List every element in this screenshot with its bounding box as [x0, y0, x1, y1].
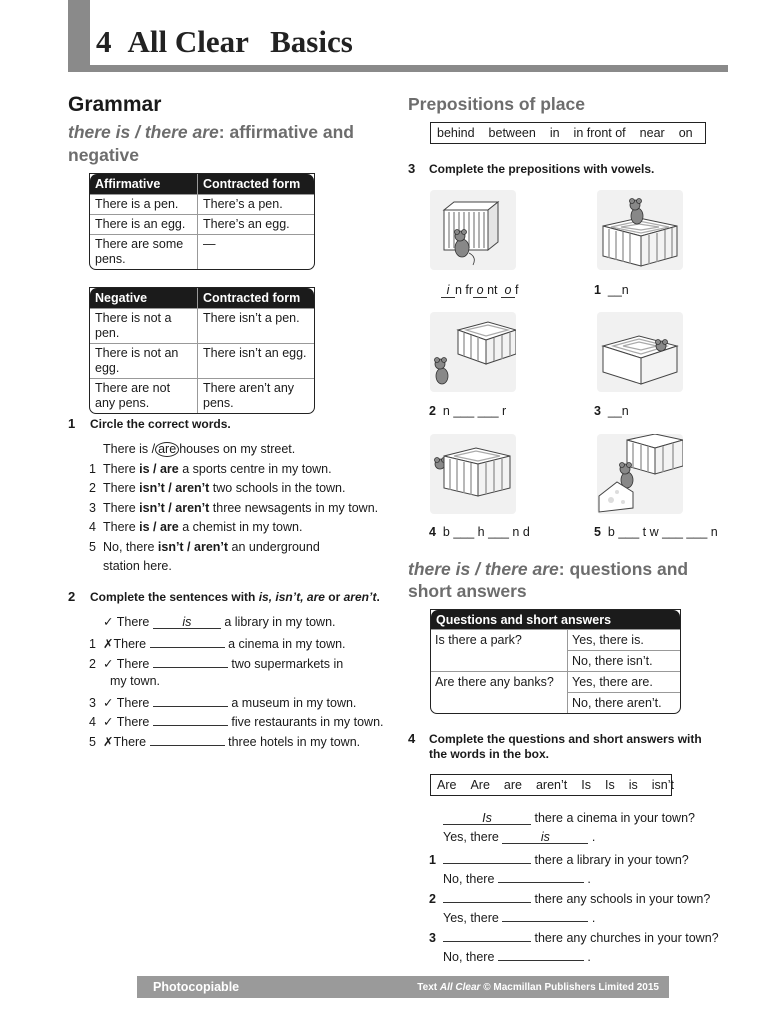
circled-answer: are — [155, 442, 179, 457]
answer-blank[interactable] — [443, 850, 531, 864]
table-cell: There are not any pens. — [90, 378, 197, 413]
exercise-4-example-answer: Yes, there is . — [443, 830, 596, 844]
word-chip: isn’t — [651, 778, 674, 792]
answer-blank: is — [153, 615, 221, 629]
exercise-4-word-box — [430, 774, 672, 796]
word-chip: are — [503, 778, 522, 792]
table-row — [431, 629, 680, 650]
exercise-3-number: 3 — [408, 161, 416, 176]
header-rule — [90, 65, 728, 72]
choice-words[interactable]: isn’t / aren’t — [139, 501, 210, 515]
exercise-2-item: 5 ✗There three hotels in my town. — [89, 732, 360, 750]
unit-number: 4 — [96, 24, 112, 59]
exercise-4-item-answer: No, there . — [443, 947, 591, 965]
word-chip: near — [639, 126, 665, 140]
word-chip: Are — [437, 778, 457, 792]
table-cell: There is a pen. — [90, 194, 197, 214]
choice-words[interactable]: is / are — [139, 520, 179, 534]
box-mouse-picture-in-front — [430, 190, 516, 270]
exercise-4-item-answer: Yes, there . — [443, 908, 595, 926]
exercise-2-item-continued: my town. — [110, 674, 161, 688]
box-illustration — [430, 434, 516, 514]
prep-label-5: 5 b ___ t w ___ ___ n — [594, 525, 718, 539]
section-title: Basics — [270, 24, 353, 59]
exercise-2-item: 2 ✓ There two supermarkets in — [89, 654, 343, 672]
word-chip: aren’t — [535, 778, 568, 792]
questions-heading: there is / there are: questions and short answers — [408, 559, 689, 601]
word-chip: Is — [605, 778, 615, 792]
subheading-italic: there is / there are — [68, 122, 219, 142]
exercise-1-item: 3 There isn’t / aren’t three newsagents in my town. — [89, 501, 379, 515]
page-title — [96, 24, 353, 60]
table-cell: There isn’t a pen. — [197, 308, 314, 343]
answer-blank[interactable] — [150, 732, 225, 746]
exercise-2-item: 3 ✓ There a museum in my town. — [89, 693, 356, 711]
word-chip: Are — [470, 778, 490, 792]
table-row — [431, 671, 680, 692]
footer-bar — [137, 976, 669, 998]
exercise-4-item-question: 1 there a library in your town? — [429, 850, 689, 868]
table-row — [90, 194, 314, 214]
exercise-1-item-continued: station here. — [103, 559, 172, 573]
tick-mark: ✓ — [103, 715, 114, 729]
box-illustration — [430, 190, 516, 270]
word-chip: in front of — [573, 126, 626, 140]
word-chip: in — [549, 126, 560, 140]
exercise-1-item: 1 There is / are a sports centre in my town. — [89, 462, 332, 476]
table-cell: Is there a park? — [431, 629, 568, 671]
answer-blank[interactable] — [498, 947, 584, 961]
grammar-subheading — [68, 121, 388, 167]
prep-label-3: 3 __n — [594, 404, 629, 418]
answer-blank[interactable] — [502, 908, 588, 922]
exercise-1-number: 1 — [68, 416, 76, 431]
answer-blank: Is — [443, 811, 531, 825]
box-illustration — [430, 312, 516, 392]
answer-blank[interactable] — [153, 712, 228, 726]
photocopiable-label: Photocopiable — [153, 980, 240, 994]
prepositions-heading: Prepositions of place — [408, 94, 585, 114]
table-header: Negative — [90, 288, 197, 308]
table-row — [90, 234, 314, 269]
exercise-1-item: 5 No, there isn’t / aren’t an underground — [89, 540, 320, 554]
box-illustration — [597, 434, 683, 514]
exercise-2-item: 4 ✓ There five restaurants in my town. — [89, 712, 384, 730]
negative-table — [89, 287, 315, 414]
table-cell: — — [197, 234, 314, 269]
word-chip: between — [488, 126, 536, 140]
table-cell: There is an egg. — [90, 214, 197, 234]
table-header: Questions and short answers — [431, 610, 680, 629]
questions-table — [430, 609, 681, 714]
table-cell: No, there aren’t. — [568, 692, 680, 713]
table-cell: There are some pens. — [90, 234, 197, 269]
choice-words[interactable]: isn’t / aren’t — [139, 481, 210, 495]
table-header: Affirmative — [90, 174, 197, 194]
answer-blank[interactable] — [153, 693, 228, 707]
answer-blank: is — [502, 830, 588, 844]
tick-mark: ✓ — [103, 657, 114, 671]
cross-mark: ✗ — [103, 637, 114, 651]
table-cell: No, there isn’t. — [568, 650, 680, 671]
subheading-rest: : affirmative and negative — [68, 122, 354, 165]
exercise-2-item: 1 ✗There a cinema in my town. — [89, 634, 346, 652]
exercise-1-item: 4 There is / are a chemist in my town. — [89, 520, 303, 534]
table-row — [90, 343, 314, 378]
choice-words[interactable]: isn’t / aren’t — [157, 540, 229, 554]
word-chip: Is — [581, 778, 591, 792]
table-row — [90, 378, 314, 413]
copyright-text: Text All Clear © Macmillan Publishers Limited 2015 — [417, 981, 659, 993]
answer-blank[interactable] — [498, 869, 584, 883]
table-cell: There is not an egg. — [90, 343, 197, 378]
box-mouse-picture-behind — [430, 434, 516, 514]
tick-mark: ✓ — [103, 696, 114, 710]
exercise-2-example: ✓ There is a library in my town. — [103, 615, 336, 629]
header-side-bar — [68, 0, 90, 72]
prep-label-2: 2 n ___ ___ r — [429, 404, 507, 418]
exercise-4-example-question: Is there a cinema in your town? — [443, 811, 695, 826]
answer-blank[interactable] — [150, 634, 225, 648]
exercise-2-instruction: Complete the sentences with is, isn’t, are or aren’t. — [90, 590, 380, 604]
prep-label-1: 1 __n — [594, 283, 629, 297]
box-mouse-picture-near — [430, 312, 516, 392]
exercise-1-item: 2 There isn’t / aren’t two schools in the town. — [89, 481, 346, 495]
grammar-heading: Grammar — [68, 93, 162, 116]
word-chip: behind — [437, 126, 475, 140]
table-header: Contracted form — [197, 174, 314, 194]
box-illustration — [597, 312, 683, 392]
table-cell: There isn’t an egg. — [197, 343, 314, 378]
prep-label-4: 4 b ___ h ___ n d — [429, 525, 530, 539]
box-mouse-picture-between — [597, 434, 683, 514]
prep-label-in-front-of: i n fr o nt o f — [441, 283, 518, 298]
table-cell: There is not a pen. — [90, 308, 197, 343]
exercise-2-number: 2 — [68, 589, 76, 604]
tick-mark: ✓ — [103, 615, 114, 629]
word-chip: is — [628, 778, 638, 792]
choice-words[interactable]: is / are — [139, 462, 179, 476]
box-mouse-picture-in — [597, 312, 683, 392]
cross-mark: ✗ — [103, 735, 114, 749]
word-chip: on — [678, 126, 693, 140]
exercise-1-example: There is / are houses on my street. — [103, 442, 296, 456]
book-title: All Clear — [127, 24, 249, 59]
affirmative-table — [89, 173, 315, 270]
box-illustration — [597, 190, 683, 270]
table-cell: There aren’t any pens. — [197, 378, 314, 413]
table-cell: Yes, there is. — [568, 629, 680, 650]
table-cell: Are there any banks? — [431, 671, 568, 713]
answer-blank[interactable] — [153, 654, 228, 668]
table-header: Contracted form — [197, 288, 314, 308]
exercise-4-number: 4 — [408, 731, 416, 746]
table-row — [90, 308, 314, 343]
exercise-4-instruction: Complete the questions and short answers with the words in the box. — [429, 732, 702, 761]
table-row — [90, 214, 314, 234]
exercise-4-item-question: 2 there any schools in your town? — [429, 889, 710, 907]
table-cell: There’s an egg. — [197, 214, 314, 234]
exercise-3-instruction: Complete the prepositions with vowels. — [429, 162, 655, 176]
box-mouse-picture-on — [597, 190, 683, 270]
exercise-1-instruction: Circle the correct words. — [90, 417, 231, 431]
exercise-4-item-answer: No, there . — [443, 869, 591, 887]
answer-blank[interactable] — [443, 889, 531, 903]
table-cell: There’s a pen. — [197, 194, 314, 214]
exercise-4-item-question: 3 there any churches in your town? — [429, 928, 719, 946]
answer-blank[interactable] — [443, 928, 531, 942]
prepositions-word-box — [430, 122, 706, 144]
table-cell: Yes, there are. — [568, 671, 680, 692]
